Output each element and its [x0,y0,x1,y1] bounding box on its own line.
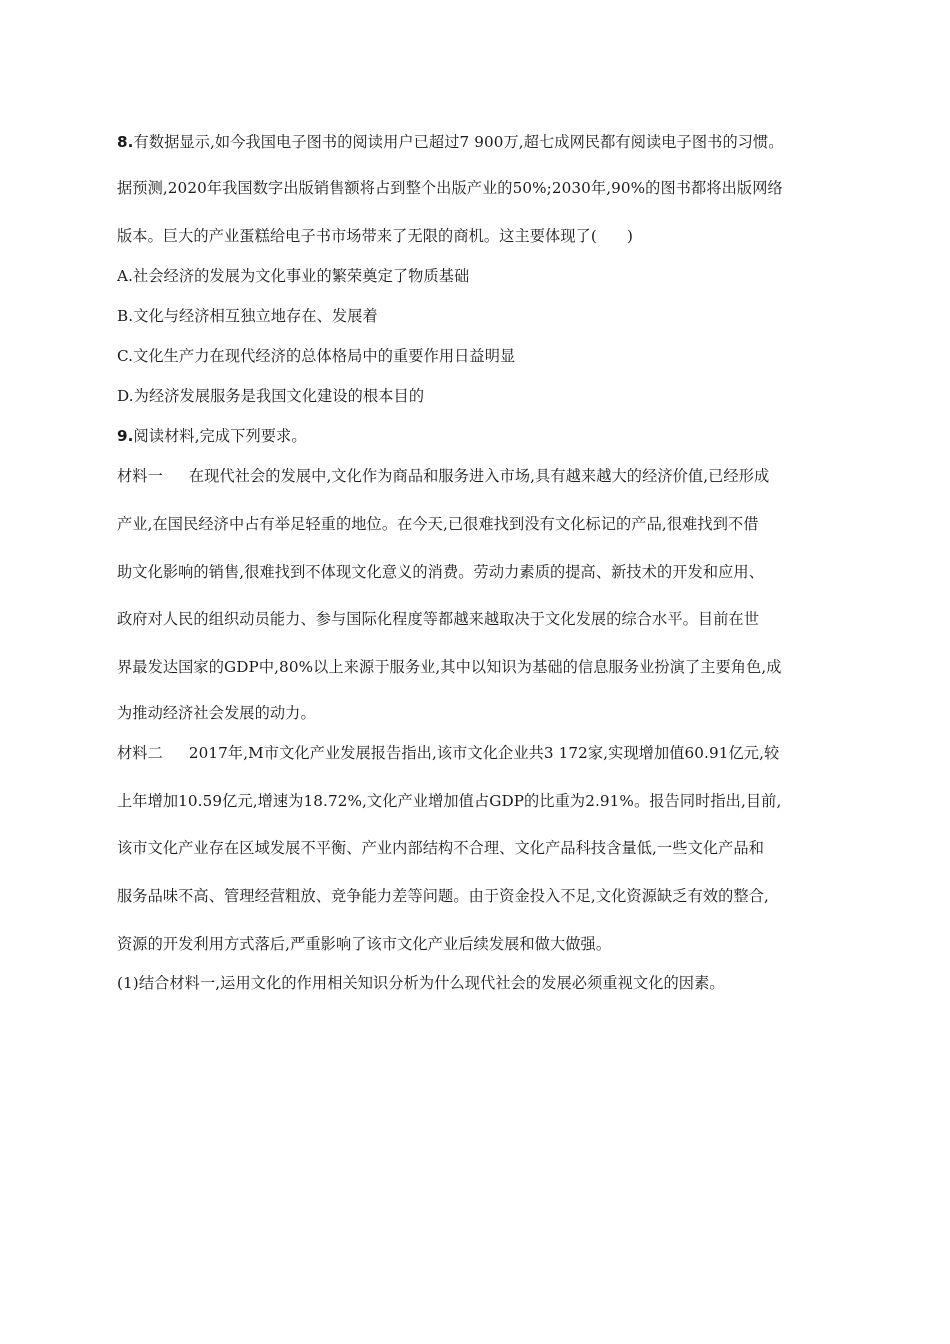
q8-option-a [117,266,857,286]
option-c-text: C.文化生产力在现代经济的总体格局中的重要作用日益明显 [117,347,516,365]
material1-line-2 [117,514,857,534]
q9-subquestion-1 [117,973,857,993]
q8-option-d [117,386,857,406]
material2-text-1: 2017年,M市文化产业发展报告指出,该市文化企业共3 172家,实现增加值60.91亿元,较 [188,744,780,762]
q8-stem-line-2 [117,178,857,198]
q8-stem-text-2: 据预测,2020年我国数字出版销售额将占到整个出版产业的50%;2030年,90%的图书都将出版网络 [117,179,783,197]
material1-text-3: 助文化影响的销售,很难找到不体现文化意义的消费。劳动力素质的提高、新技术的开发和应用、 [117,563,765,581]
material1-line-5 [117,657,857,677]
q8-stem-text-1: 有数据显示,如今我国电子图书的阅读用户已超过7 900万,超七成网民都有阅读电子图书的习惯。 [133,133,784,151]
material2-text-5: 资源的开发利用方式落后,严重影响了该市文化产业后续发展和做大做强。 [117,935,612,953]
material1-line-4 [117,609,857,629]
q8-option-b [117,306,857,326]
q9-instruction: 阅读材料,完成下列要求。 [133,427,307,445]
material2-line-4 [117,886,857,906]
material2-line-2 [117,791,857,811]
material1-text-4: 政府对人民的组织动员能力、参与国际化程度等都越来越取决于文化发展的综合水平。目前在世 [117,610,760,628]
q9-number: 9. [117,427,134,445]
material2-line-5 [117,934,857,954]
option-a-text: A.社会经济的发展为文化事业的繁荣奠定了物质基础 [117,267,470,285]
material1-line-3 [117,562,857,582]
q8-stem-line-3 [117,226,857,246]
material1-line-6 [117,703,857,723]
q8-stem-text-3: 版本。巨大的产业蛋糕给电子书市场带来了无限的商机。这主要体现了( [117,227,597,245]
q9-heading [117,426,857,446]
material2-label: 材料二 [117,744,163,762]
material1-text-1: 在现代社会的发展中,文化作为商品和服务进入市场,具有越来越大的经济价值,已经形成 [188,467,770,485]
q8-stem-close: ) [626,227,633,245]
q8-number: 8. [117,133,134,151]
option-d-text: D.为经济发展服务是我国文化建设的根本目的 [117,387,425,405]
material1-text-2: 产业,在国民经济中占有举足轻重的地位。在今天,已很难找到没有文化标记的产品,很难找到不借 [117,515,759,533]
q8-stem-line-1 [117,132,857,152]
material1-text-5: 界最发达国家的GDP中,80%以上来源于服务业,其中以知识为基础的信息服务业扮演了主要角色,成 [117,658,782,676]
material2-text-3: 该市文化产业存在区域发展不平衡、产业内部结构不合理、文化产品科技含量低,一些文化产品和 [117,839,765,857]
material2-text-2: 上年增加10.59亿元,增速为18.72%,文化产业增加值占GDP的比重为2.91%。报告同时指出,目前, [117,792,782,810]
option-b-text: B.文化与经济相互独立地存在、发展着 [117,307,378,325]
material1-text-6: 为推动经济社会发展的动力。 [117,704,316,722]
material2-line-1 [117,743,857,763]
material1-label: 材料一 [117,467,163,485]
material2-line-3 [117,838,857,858]
q8-option-c [117,346,857,366]
material1-line-1 [117,466,857,486]
subquestion-1-text: (1)结合材料一,运用文化的作用相关知识分析为什么现代社会的发展必须重视文化的因素。 [117,974,725,992]
material2-text-4: 服务品味不高、管理经营粗放、竞争能力差等问题。由于资金投入不足,文化资源缺乏有效的整合, [117,887,769,905]
